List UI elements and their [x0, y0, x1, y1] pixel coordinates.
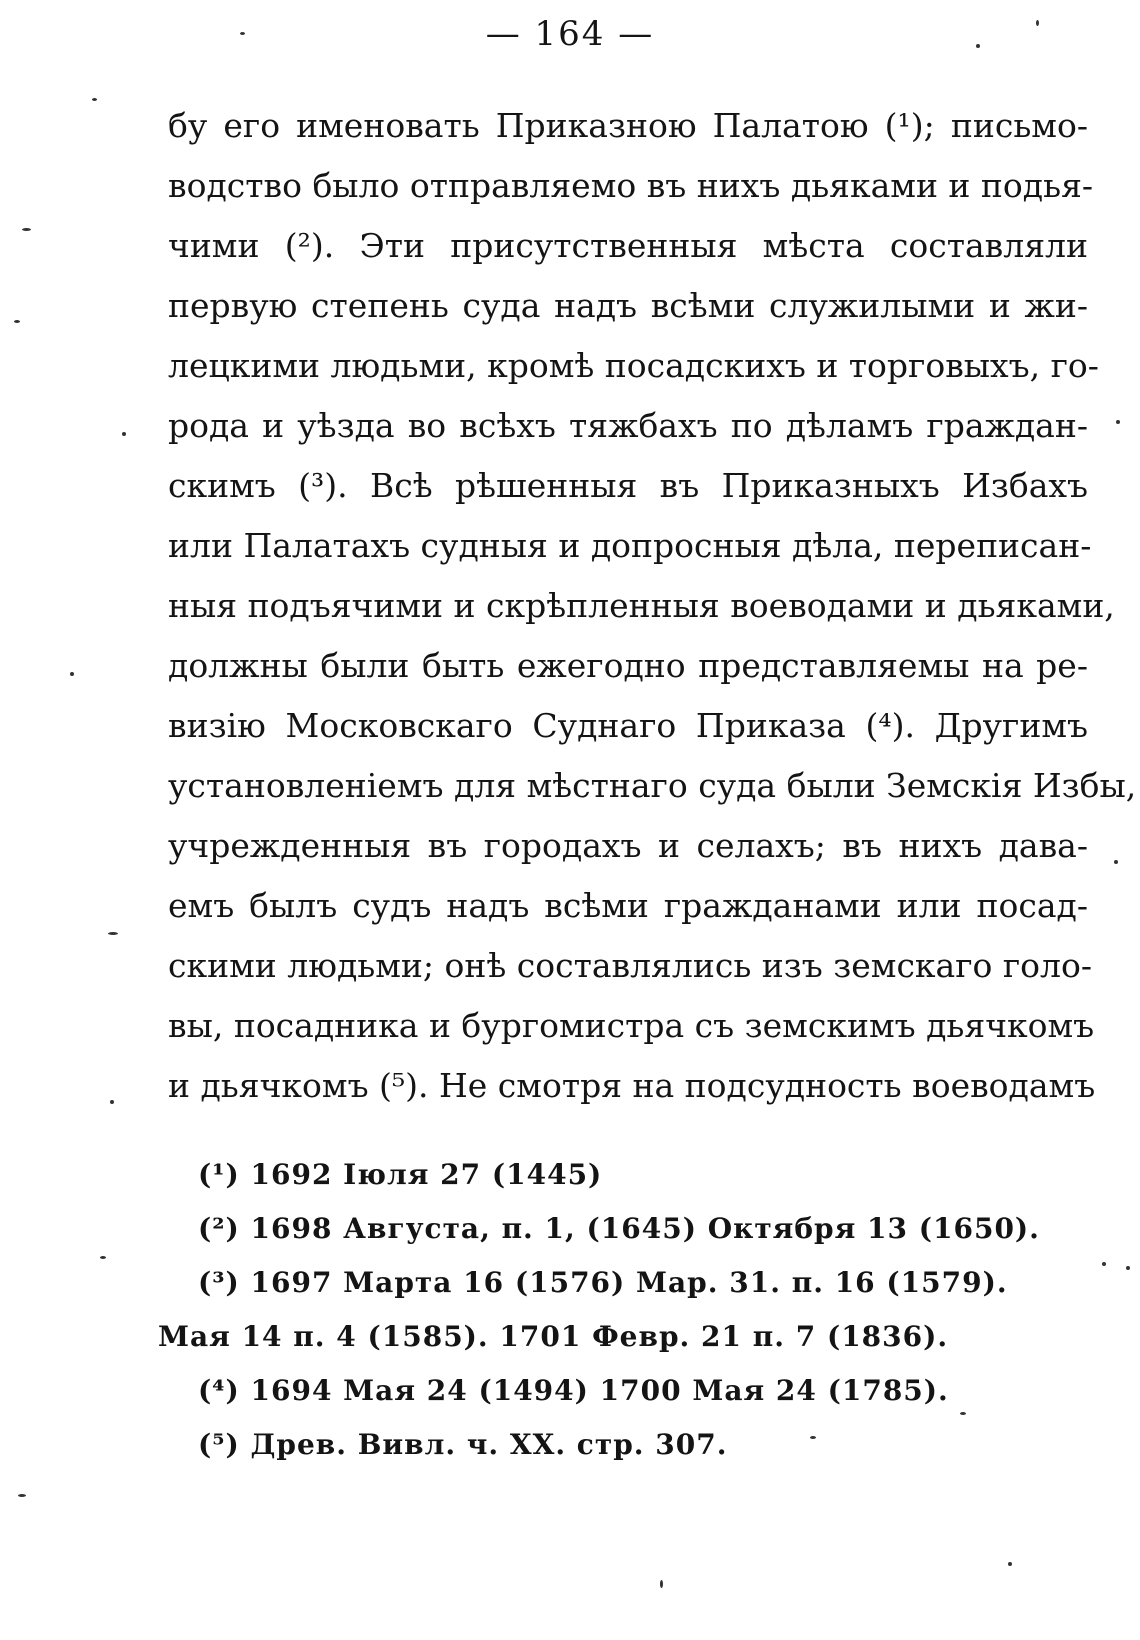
scan-speck	[240, 32, 245, 35]
scan-speck	[108, 932, 118, 935]
text-line: рода и уѣзда во всѣхъ тяжбахъ по дѣламъ граждан-	[168, 406, 1088, 445]
footnote-5: (⁵) Древ. Вивл. ч. XX. стр. 307.	[198, 1428, 728, 1461]
scan-speck	[14, 320, 20, 323]
scan-speck	[1116, 420, 1120, 424]
text-line: емъ былъ судъ надъ всѣми гражданами или посад-	[168, 886, 1088, 925]
scan-speck	[1008, 1562, 1012, 1566]
scan-speck	[960, 1412, 966, 1415]
scan-speck	[660, 1580, 663, 1588]
text-line: вы, посадника и бургомистра съ земскимъ дьячкомъ	[168, 1006, 1095, 1045]
page-number: — 164 —	[485, 14, 655, 54]
scan-speck	[18, 1494, 26, 1497]
footnote-3-continued: Мая 14 п. 4 (1585). 1701 Февр. 21 п. 7 (1836).	[158, 1320, 949, 1353]
scan-speck	[810, 1436, 816, 1439]
text-line: установленіемъ для мѣстнаго суда были Земскія Избы,	[168, 766, 1137, 805]
footnote-3: (³) 1697 Марта 16 (1576) Мар. 31. п. 16 (1579).	[198, 1266, 1008, 1299]
scan-speck	[1114, 860, 1118, 864]
text-line: бу его именовать Приказною Палатою (¹); письмо-	[168, 106, 1088, 145]
scan-speck	[1102, 1262, 1106, 1266]
text-line: скимъ (³). Всѣ рѣшенныя въ Приказныхъ Избахъ	[168, 466, 1088, 505]
text-line: ныя подъячими и скрѣпленныя воеводами и дьяками,	[168, 586, 1115, 625]
footnote-2: (²) 1698 Августа, п. 1, (1645) Октября 13 (1650).	[198, 1212, 1040, 1245]
text-line: первую степень суда надъ всѣми служилыми и жи-	[168, 286, 1088, 325]
scan-speck	[122, 432, 126, 436]
text-line: учрежденныя въ городахъ и селахъ; въ нихъ дава-	[168, 826, 1088, 865]
main-body-text	[168, 96, 1137, 1116]
text-line: чими (²). Эти присутственныя мѣста составляли	[168, 226, 1088, 265]
text-line: водство было отправляемо въ нихъ дьяками и подья-	[168, 166, 1094, 205]
scan-speck	[92, 98, 97, 101]
text-line: скими людьми; онѣ составлялись изъ земскаго голо-	[168, 946, 1093, 985]
scan-speck	[1036, 20, 1039, 26]
scan-speck	[70, 672, 74, 676]
scan-speck	[100, 1256, 106, 1259]
text-line: лецкими людьми, кромѣ посадскихъ и торговыхъ, го-	[168, 346, 1099, 385]
footnotes	[158, 1148, 1058, 1472]
text-line: должны были быть ежегодно представляемы на ре-	[168, 646, 1088, 685]
scan-speck	[110, 1100, 114, 1104]
text-line: или Палатахъ судныя и допросныя дѣла, переписан-	[168, 526, 1092, 565]
scan-speck	[976, 44, 980, 48]
footnote-4: (⁴) 1694 Мая 24 (1494) 1700 Мая 24 (1785).	[198, 1374, 949, 1407]
text-line: визію Московскаго Суднаго Приказа (⁴). Другимъ	[168, 706, 1088, 745]
footnote-1: (¹) 1692 Іюля 27 (1445)	[198, 1158, 603, 1191]
text-line: и дьячкомъ (⁵). Не смотря на подсудность воеводамъ	[168, 1066, 1096, 1105]
scan-speck	[22, 228, 31, 231]
scan-speck	[1126, 1266, 1130, 1270]
